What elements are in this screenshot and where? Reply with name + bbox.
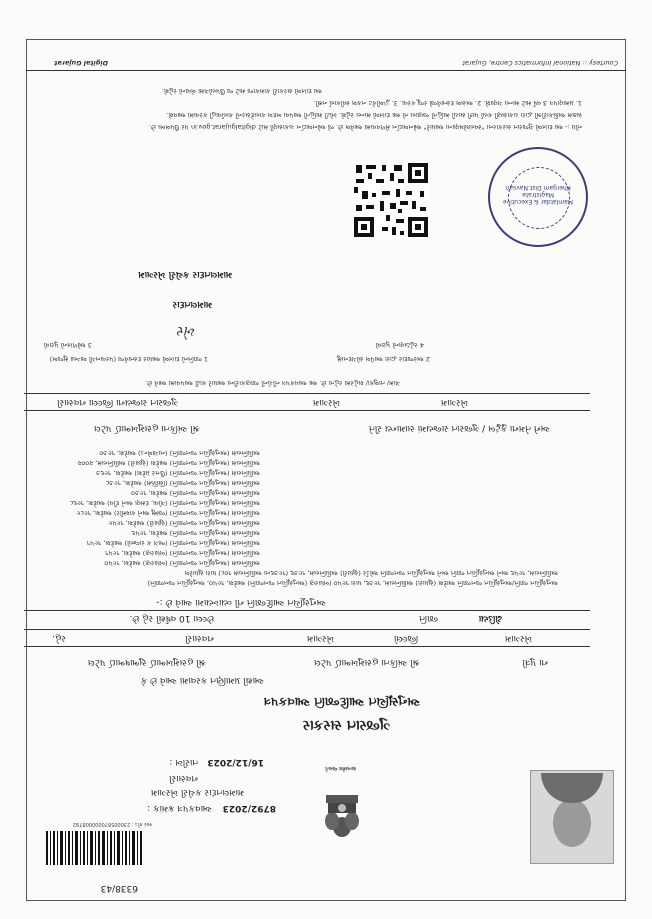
issue-date: 16/12/2023 [207, 757, 264, 767]
footer-note: 1. પ્રમાણપત્ર ૩ વર્ષ માટે માન્ય ગણાશે. 2. અસલ દસ્તાવેજો રજૂ કરવા. 3. ડુપ્લીકેટ નકલ સ્વીકાર્ય નથી. [313, 99, 582, 107]
photo-face [553, 799, 591, 847]
schedule-line: અધિનિયમ (અનુસૂચિત જનજાતિ) (સુધારો) આદેશ, ૧૯૫૯ [108, 519, 260, 527]
footer-note: આ દાખલો સરકારી કામકાજ માટે જ ઉપયોગમાં લેવાનો રહેશે. [161, 87, 322, 95]
condition-3: 3 ઓળખનો પુરાવો [43, 341, 92, 349]
caste-value: ઢોડિયા [478, 613, 502, 623]
schedule-line: અધિનિયમ (અનુસૂચિત જનજાતિ) આદેશ, ૧૯૭૦ [131, 489, 260, 497]
address-taluka: ખેરગામ [306, 633, 334, 643]
schedule-line: અધિનિયમ (અનુસૂચિત જનજાતિ) (નાગાલેન્ડ) આદેશ, ૧૯૭૦ [99, 449, 260, 457]
certificate-no-label: આવકપત્ર ક્રમાંક : [147, 803, 212, 813]
district-name: નવસારી [168, 773, 198, 783]
address-prefix: રહે. [52, 633, 66, 643]
parent-address: ગુજરાત રાજ્યના જિલ્લા નવસારી [56, 397, 178, 407]
parent-right-text: અને તેમના કુટુંબ / ગુજરાત રાજ્યમાં સામાન્ય રીતે [368, 423, 550, 433]
schedule-line: અધિનિયમ (અનુસૂચિત જનજાતિ) (ભાગ ક રાજ્યો) આદેશ, ૧૯૫૧ [86, 539, 260, 547]
schedule-line: અધિનિયમ (અનુસૂચિત જનજાતિ) (ગોવા, દમણ અને દીવ) આદેશ, ૧૯૬૮ [69, 499, 260, 507]
handwritten-serial: 6338/43 [100, 883, 138, 893]
district-label: જિલ્લો [393, 633, 418, 643]
address-district: ખેરગામ [504, 633, 532, 643]
parent-note: ગામ/ તાલુકા/ શહેરમાં રહેતા છે. આ આવકપત્ર નીચેની જાણકારીના આધારે કાઢી આપવામાં આવે છે. [145, 379, 400, 387]
schedule-line: અધિનિયમ (અનુસૂચિત જનજાતિ) (સિક્કિમ) આદેશ, ૧૯૭૮ [105, 479, 260, 487]
residence-years: છેલ્લા 10 વર્ષથી રહે છે. [129, 613, 214, 623]
signatory-office: મામલતદાર કચેરી ખેરગામ [138, 269, 232, 279]
condition-2: 2 અરજદાર દ્વારા આપેલ સોગંદનામું [337, 355, 430, 363]
state-emblem-icon [320, 769, 364, 841]
footer-note: સક્ષમ અધિકારીશ્રી દ્વારા ચકાસણી કર્યા પછી સાચી માહિતી જણાય તો આ દાખલો માન્ય રહેશે. ખોટી માહિતી આપવા બદલ કાયદેસરની કાર્યવાહી કરવામાં આવશે. [166, 111, 582, 119]
certificate-no: 8792/2023 [222, 803, 276, 813]
parent-heading: શ્રી અંકિતા હસમુખભાઈ પટેલ [93, 423, 200, 433]
brand-text: Digital Gujarat [54, 59, 108, 67]
condition-1: 1 જાતિનો દાખલો આધાર દસ્તાવેજ (પરવાનગી લાગ્યા મુજબ) [49, 355, 208, 363]
barcode-number: બાર કોડ : 230005870000008792 [72, 821, 152, 827]
document-title: અનુસૂચિત આદિજાતિ આવકપત્ર [263, 695, 420, 709]
schedule-line: અનુસૂચિત જાતિ/અનુસૂચિત જનજાતિ આદેશ (સુધારા) અધિનિયમ, ૧૯૭૬, ધારા ૧૯૫૦ (બંધારણ (અનુસૂચિત જનજાતિ) આદેશ, ૧૯૫૦, અનુસૂચિત જનજાતિ) [147, 579, 558, 587]
schedule-line: અધિનિયમ (અનુસૂચિત જનજાતિ) (બંધારણ) આદેશ, ૧૯૫૧ [105, 549, 260, 557]
signature-mark: ખેર [177, 323, 196, 339]
seal-subtext: Khergam Dist.Navsari [505, 184, 571, 191]
divider-line [24, 610, 590, 611]
schedule-line: અધિનિયમ (અનુસૂચિત જનજાતિ) આદેશ (સુધારો) અધિનિયમ, ૨૦૦૨ [77, 459, 260, 467]
seal-text: Mamlatdar & Executive Magistrate [502, 191, 574, 205]
schedule-line: અધિનિયમ (અનુસૂચિત જનજાતિ) આદેશ, ૧૯૫૬ [131, 529, 260, 537]
parent-taluka: ખેરગામ [312, 397, 340, 407]
date-label: તારીખ : [169, 757, 198, 767]
address-village: નવસારી [184, 633, 214, 643]
footer-divider [26, 70, 626, 71]
parent-district: ખેરગામ [440, 397, 468, 407]
applicant-photo [530, 770, 614, 864]
emblem-caption: સત્યમેવ જયતે [325, 765, 356, 771]
schedule-line: અધિનિયમ (અનુસૂચિત જનજાતિ) (બંધારણ) આદેશ, ૧૯૫૦ [104, 559, 260, 567]
relation-suffix: ના પુત્રી [522, 657, 548, 667]
government-title: ગુજરાત સરકાર [302, 717, 390, 733]
qr-code [352, 161, 430, 239]
schedule-line: અધિનિયમ, ૧૯૫૬ અને અનુસૂચિત જાતિ અને અનુસૂચિત જનજાતિ ઓર્ડર (સુધારો) અધિનિયમ, ૧૯૭૬ (૧૯૭૬ના અધિનિયમ ૧૦૮) ધારા સુધારેલ [184, 569, 558, 577]
courtesy-text: Courtesy :: National Informatics Centre, Gujarat [462, 59, 618, 67]
caste-description: અનુસૂચિત આદિજાતિ ની વ્યાખ્યામાં આવે છે :- [156, 597, 326, 607]
barcode [46, 831, 142, 865]
caste-label: જાતિ [418, 613, 438, 623]
condition-4: 4 રહેઠાણનો પુરાવો [375, 341, 424, 349]
applicant-name: શ્રી અંકિતા હસમુખભાઈ પટેલ [313, 657, 420, 667]
office-name: મામલતદાર કચેરી ખેરગામ [150, 787, 244, 797]
schedule-line: અધિનિયમ (અનુસૂચિત જનજાતિ) (જમ્મુ અને કાશ્મીર) આદેશ, ૧૯૮૯ [76, 509, 260, 517]
schedule-line: અધિનિયમ (અનુસૂચિત જનજાતિ) (ઉત્તર પ્રદેશ) આદેશ, ૧૯૬૭ [95, 469, 260, 477]
relation-name: શ્રી હસમુખભાઈ સુભાષભાઈ પટેલ [87, 657, 206, 667]
signatory-designation: મામલતદાર [172, 299, 212, 309]
footer-note: નોંધ :- આ દાખલો ગુજરાત સરકારના "સ્વયંઘોષણાના આધારે" ઓનલાઈન મેળવવામાં આવેલ છે. જે ઓનલાઈન ચકાસણી માટે digitalgujarat.gov.in પર ઉપલબ્ધ છે. [148, 123, 582, 131]
cert-intro: આથી પ્રમાણિત કરવામાં આવે છે કે [140, 675, 264, 685]
official-seal-icon [488, 147, 588, 247]
photo-body [541, 773, 603, 803]
